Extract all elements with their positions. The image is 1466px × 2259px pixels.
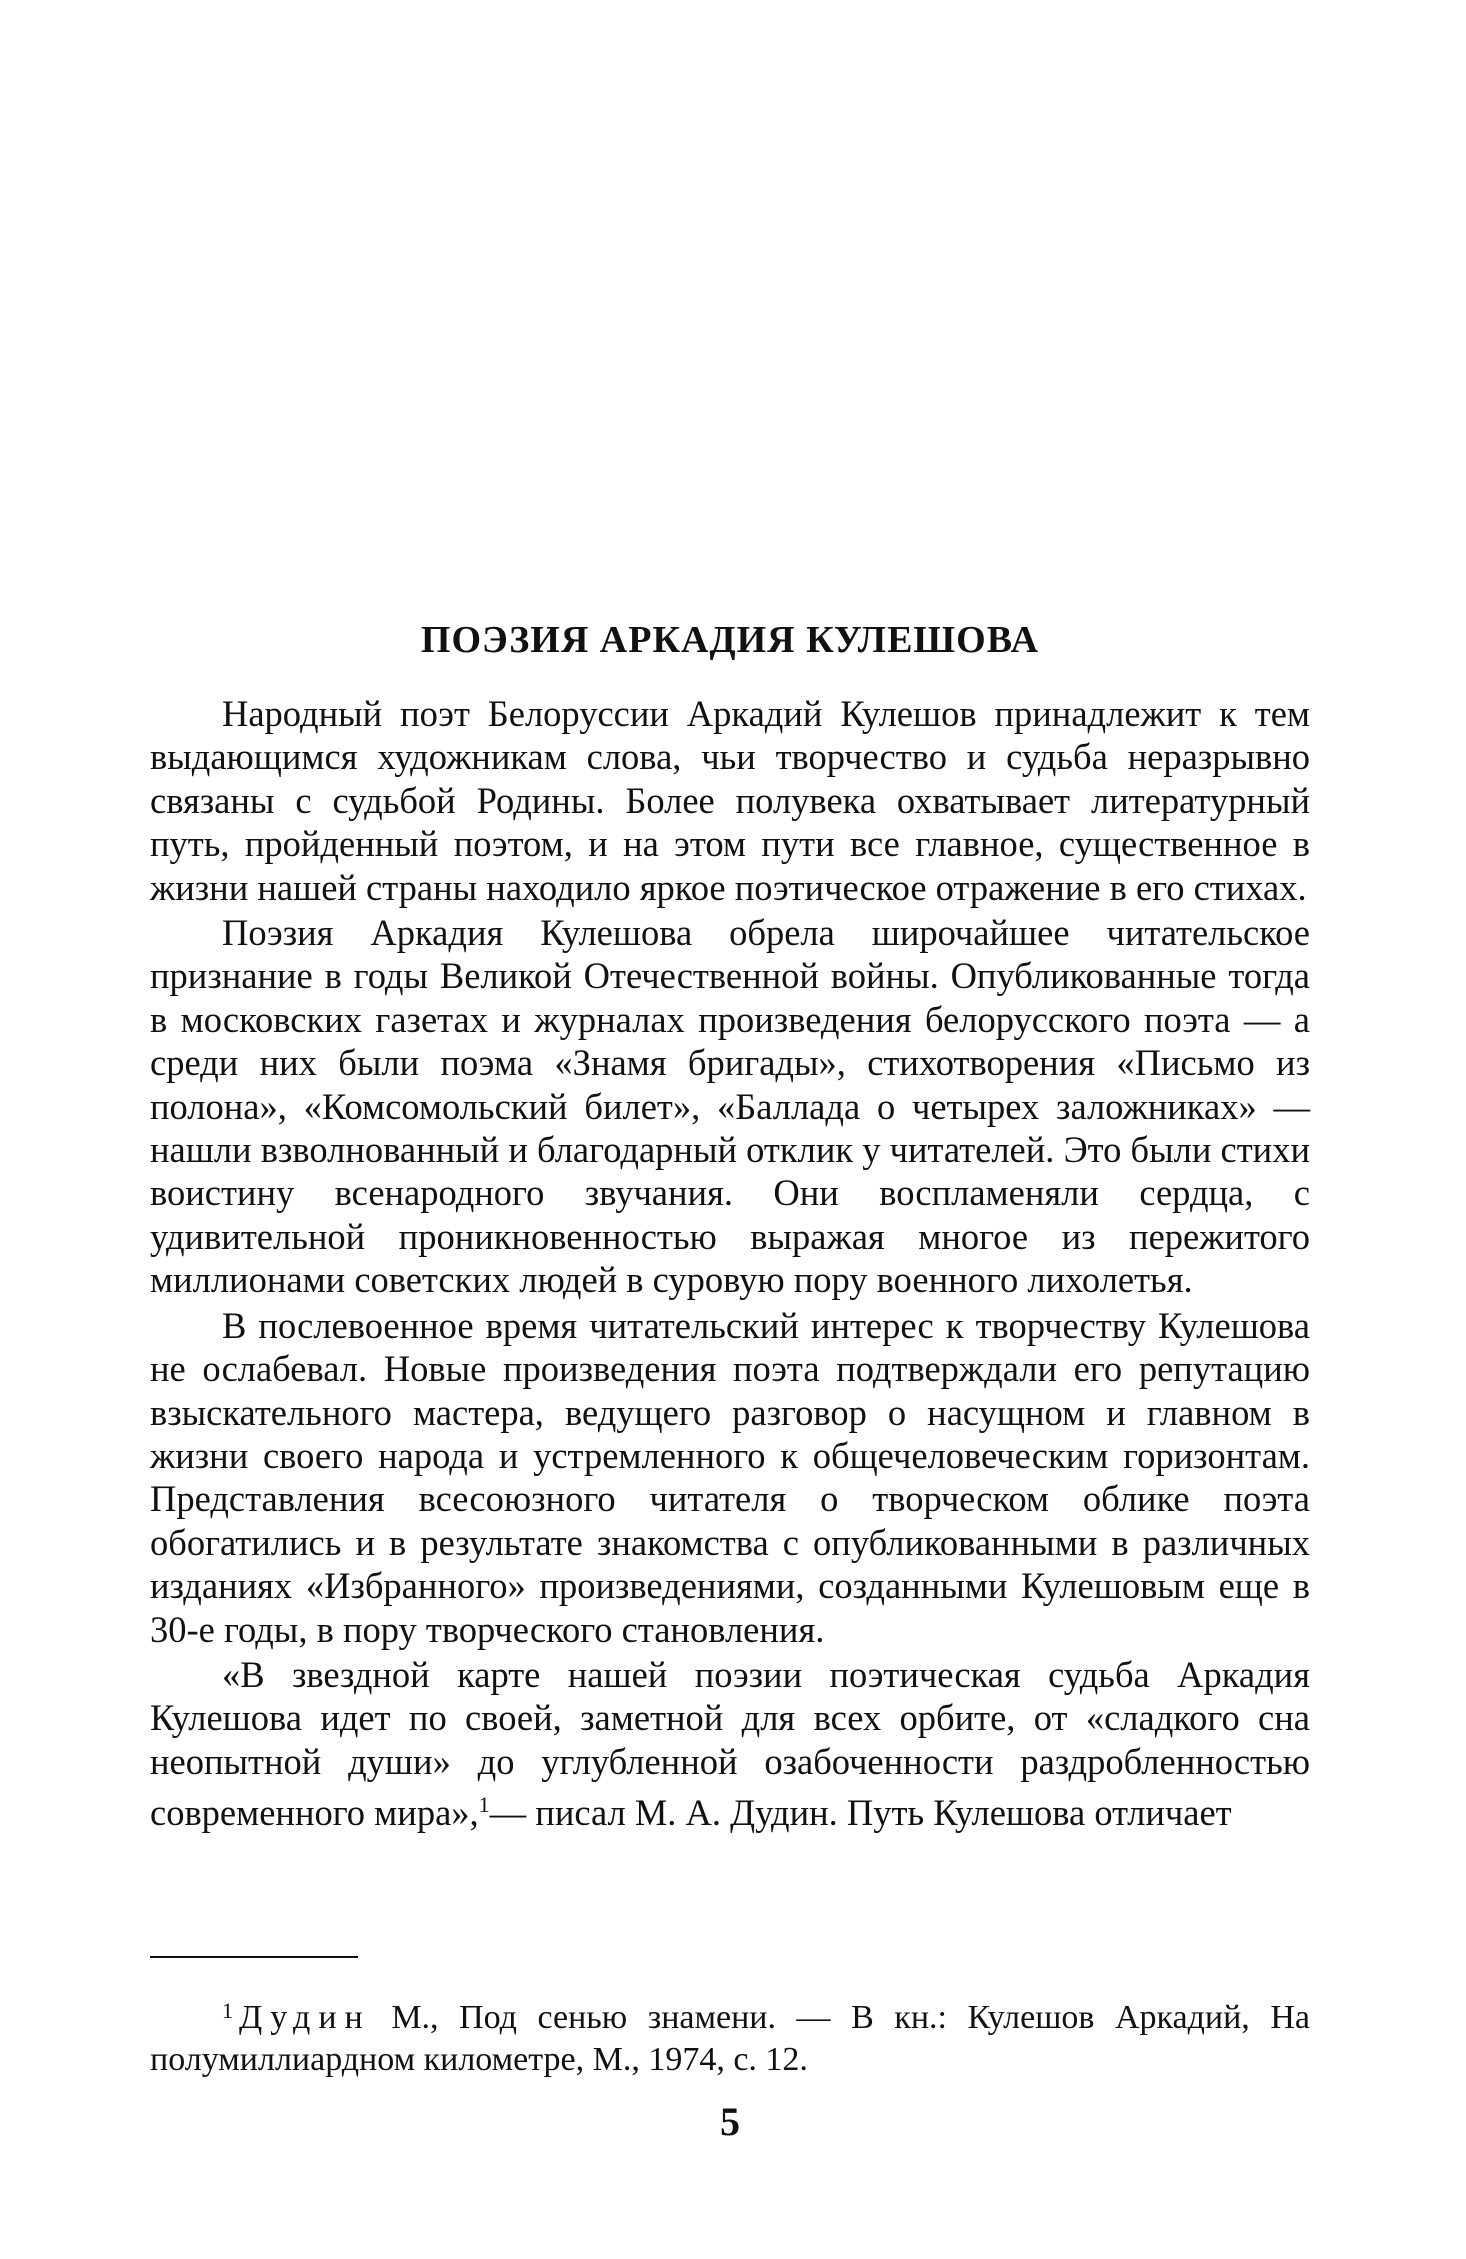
paragraph-1: Народный поэт Белоруссии Аркадий Кулешов принадлежит к тем выдающимся художникам слова, чьи творчество и судьба неразрывно связаны с судьбой Родины. Более полувека охватывает литературный путь, пройденный поэтом, и на этом пути все главное, существенное в жизни нашей страны находило яркое поэтическое отражение в его стихах. [150, 693, 1310, 908]
chapter-title: ПОЭЗИЯ АРКАДИЯ КУЛЕШОВА [420, 619, 1040, 661]
footnote-author: Дудин [239, 1999, 371, 2036]
body-text [150, 692, 1310, 1837]
footnote-mark: 1 [222, 1998, 233, 2023]
footnote-text: М., Под сенью знамени. — В кн.: Кулешов Аркадий, На полумиллиардном километре, М., 1974, с. 12. [150, 1999, 1311, 2078]
paragraph-4 [150, 1653, 1310, 1835]
footnote [150, 1990, 1310, 2081]
footnote-divider [150, 1956, 358, 1958]
paragraph-2: Поэзия Аркадия Кулешова обрела широчайшее читательское признание в годы Великой Отечественной войны. Опубликованные тогда в московских газетах и журналах произведения белорусского поэта — а среди них были поэма «Знамя бригады», стихотворения «Письмо из полона», «Комсомольский билет», «Баллада о четырех заложниках» — нашли взволнованный и благодарный отклик у читателей. Это были стихи воистину всенародного звучания. Они воспламеняли сердца, с удивительной проникновенностью выражая многое из пережитого миллионами советских людей в суровую пору военного лихолетья. [150, 912, 1310, 1301]
paragraph-4-text: «В звездной карте нашей поэзии поэтическая судьба Аркадия Кулешова идет по своей, заметной для всех орбите, от «сладкого сна неопытной души» до углубленной озабоченности раздробленностью современного мира», [150, 1653, 1310, 1834]
page-number: 5 [720, 2099, 740, 2144]
footnote-reference: 1 [478, 1792, 490, 1818]
paragraph-3: В послевоенное время читательский интерес к творчеству Кулешова не ослабевал. Новые произведения поэта подтверждали его репутацию взыскательного мастера, ведущего разговор о насущном и главном в жизни своего народа и устремленного к общечеловеческим горизонтам. Представления всесоюзного читателя о творческом облике поэта обогатились и в результате знакомства с опубликованными в различных изданиях «Избранного» произведениями, созданными Кулешовым еще в 30-е годы, в пору творческого становления. [150, 1304, 1310, 1650]
paragraph-4-tail: — писал М. А. Дудин. Путь Кулешова отличает [489, 1792, 1232, 1834]
book-page [150, 0, 1310, 2259]
